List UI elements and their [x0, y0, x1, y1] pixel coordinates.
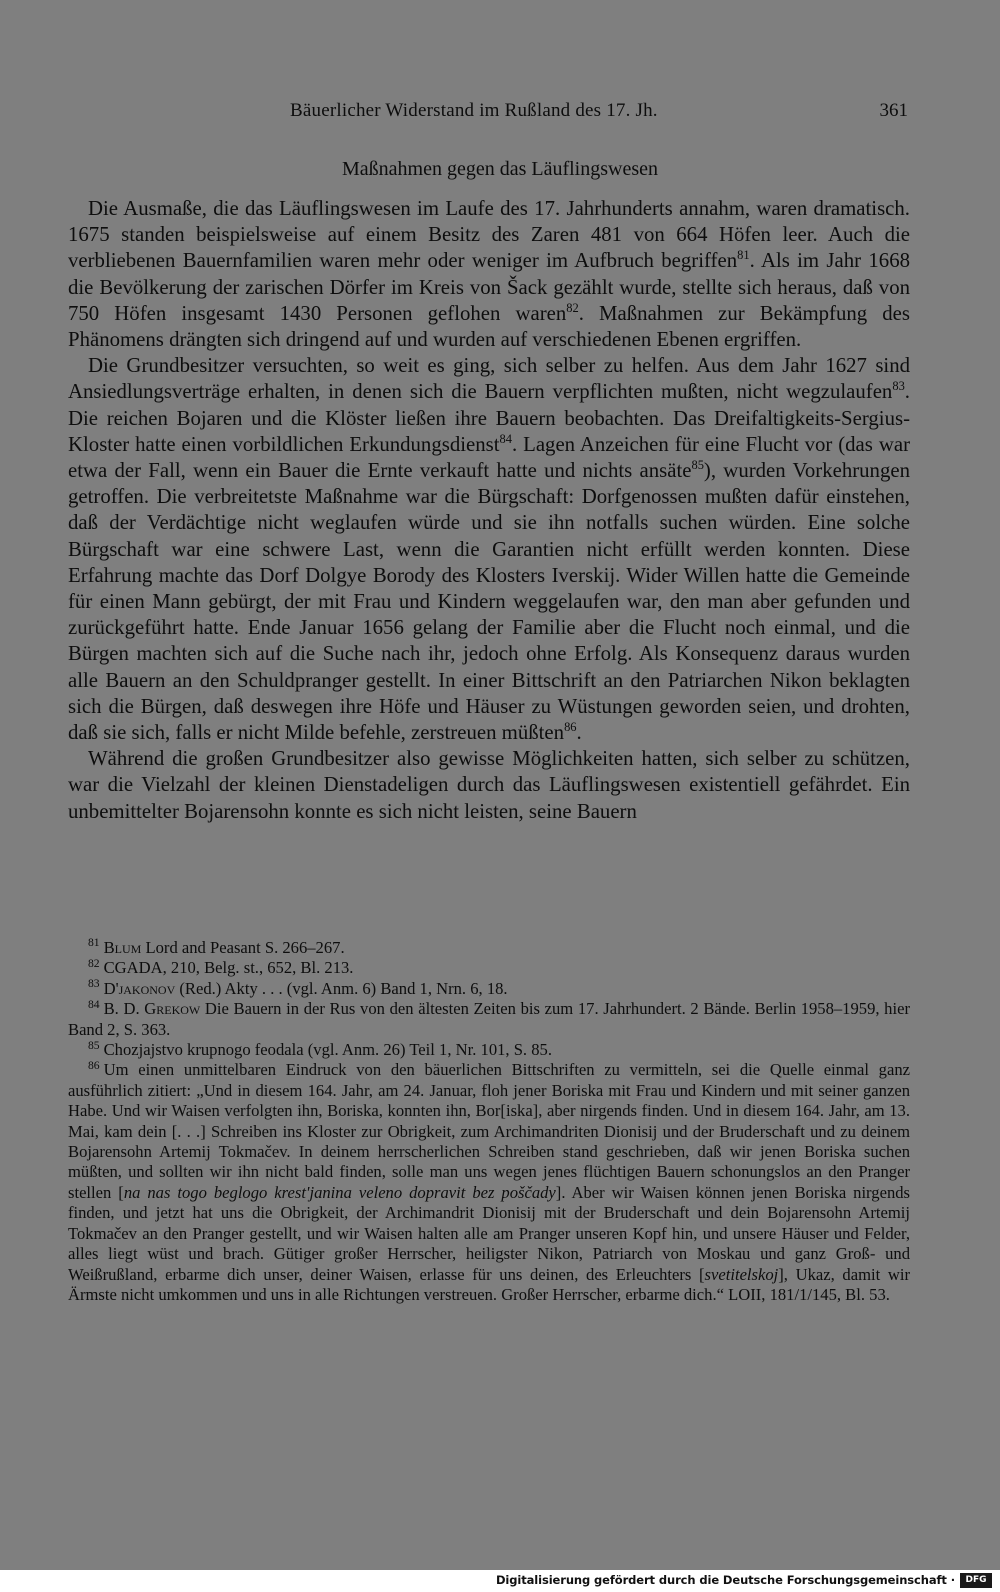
- footnote-number: 86: [88, 1058, 100, 1072]
- text-run: Die Grundbesitzer versuchten, so weit es ging, sich selber zu helfen. Aus dem Jahr 1627 sind Ansiedlungsverträge erhalten, in denen sich die Bauern verpflichten mußten, nicht wegzulaufen: [68, 354, 910, 404]
- body-text: [68, 196, 910, 825]
- footnotes: [68, 938, 910, 1305]
- footnote-reference: 83: [892, 379, 905, 394]
- text-run: Um einen unmittelbaren Eindruck von den bäuerlichen Bittschriften zu vermitteln, sei die Quelle einmal ganz ausführlich zitiert: „Und in diesem 164. Jahr, am 24. Januar, floh jener Boriska mit Frau und Kindern und mit seiner ganzen Habe. Und wir Waisen verfolgten ihn, Boriska, konnten ihn, Bor[iska], aber nirgends finden. Und in diesem 164. Jahr, am 13. Mai, kam dein [. . .] Schreiben ins Kloster zur Obrigkeit, zum Archimandriten Dionisij und der Bruderschaft und zu deinem Bojarensohn Artemij Tokmačev. In deinem herrscherlichen Schreiben stand geschrieben, daß wir jenen Boriska suchen müßten, und sollten wir ihn nicht bald finden, solle man uns wegen jenes flüchtigen Bauern schonungslos an den Pranger stellen [: [68, 1060, 910, 1202]
- text-run: Die Ausmaße, die das Läuflingswesen im Laufe des 17. Jahrhunderts annahm, waren dramatisch. 1675 standen beispielsweise auf einem Besitz des Zaren 481 von 664 Höfen leer. Auch die verbliebenen Bauernfamilien waren mehr oder weniger im Aufbruch begriffen: [68, 197, 910, 273]
- text-run: ), wurden Vorkehrungen getroffen. Die verbreitetste Maßnahme war die Bürgschaft: Dorfgenossen mußten dafür einstehen, daß der Verdächtige nicht weglaufen würde und sie ihn notfalls suchen würden. Eine solche Bürgschaft war eine schwere Last, wenn die Garantien nicht erfüllt werden konnten. Diese Erfahrung machte das Dorf Dolgye Borody des Klosters Iverskij. Wider Willen hatte die Gemeinde für einen Mann gebürgt, der mit Frau und Kindern weggelaufen war, den man aber gefunden und zurückgeführt hatte. Ende Januar 1656 gelang der Familie aber die Flucht noch einmal, und die Bürgen machten sich auf die Suche nach ihr, jedoch ohne Erfolg. Als Konsequenz daraus wurden alle Bauern an den Schuldpranger gestellt. In einer Bittschrift an den Patriarchen Nikon beklagten sich die Bürgen, daß deswegen ihre Höfe und Häuser zu Wüstungen geworden seien, und drohten, daß sie sich, falls er nicht Milde befehle, zerstreuen müßten: [68, 459, 910, 745]
- author-name: Blum: [103, 938, 142, 957]
- footnote: [68, 1040, 910, 1060]
- footnote-number: 81: [88, 936, 100, 950]
- transliteration: svetitelskoj: [704, 1264, 779, 1284]
- text-run: Chozjajstvo krupnogo feodala (vgl. Anm. 26) Teil 1, Nr. 101, S. 85.: [103, 1040, 552, 1060]
- running-header: [68, 100, 908, 128]
- section-heading: Maßnahmen gegen das Läuflingswesen: [341, 158, 658, 180]
- body-paragraph: [68, 746, 910, 825]
- text-run: . Maßnahmen zur Bekämpfung des Phänomens drängten sich dringend auf und wurden auf verschiedenen Ebenen ergriffen.: [68, 301, 910, 352]
- body-paragraph: [68, 196, 910, 353]
- footnote: [68, 958, 910, 978]
- footnote-reference: 84: [499, 431, 512, 446]
- text-run: . Lagen Anzeichen für eine Flucht vor (das war etwa der Fall, wenn ein Bauer die Ernte verkauft hatte und nichts ansäte: [68, 432, 910, 483]
- text-run: . Als im Jahr 1668 die Bevölkerung der zarischen Dörfer im Kreis von Šack gezählt wurde, stellte sich heraus, daß von 750 Höfen insgesamt 1430 Personen geflohen waren: [68, 249, 910, 325]
- footnote: [68, 938, 910, 958]
- footnote-number: 82: [88, 956, 100, 970]
- footnote: [68, 1060, 910, 1305]
- text-run: ], Ukaz, damit wir Ärmste nicht umkommen und uns in alle Richtungen verstreuen. Großer Herrscher, erbarme dich.“ LOII, 181/1/145, Bl. 53.: [68, 1264, 910, 1304]
- text-run: ]. Aber wir Waisen können jenen Boriska nirgends finden, und jetzt hat uns die Obrigkeit, der Archimandrit Dionisij mit der Bruderschaft und dein Bojarensohn Artemij Tokmačev an den Pranger gestellt, und wir Waisen halten alle am Pranger unseren Kopf hin, und unsere Häuser und Felder, alles liegt wüst und brach. Gütiger großer Herrscher, heiligster Nikon, Patriarch von Moskau und ganz Groß- und Weißrußland, erbarme dich unser, deiner Waisen, erlasse für uns deinen, des Erleuchters [: [68, 1182, 910, 1284]
- footnote: [68, 979, 910, 999]
- footnote-reference: 86: [564, 720, 577, 735]
- text-run: .: [576, 721, 582, 745]
- footer-credit: Digitalisierung gefördert durch die Deutsche Forschungsgemeinschaft ·: [495, 1573, 955, 1587]
- footnote: [68, 999, 910, 1040]
- text-run: B. D.: [103, 999, 145, 1019]
- dfg-logo: DFG: [960, 1573, 992, 1588]
- text-run: (Red.) Akty . . . (vgl. Anm. 6) Band 1, Nrn. 6, 18.: [175, 978, 508, 998]
- digitization-footer: [0, 1570, 1000, 1592]
- text-run: Während die großen Grundbesitzer also gewisse Möglichkeiten hatten, sich selber zu schützen, war die Vielzahl der kleinen Dienstadeligen durch das Läuflingswesen existentiell gefährdet. Ein unbemittelter Bojarensohn konnte es sich nicht leisten, seine Bauern: [68, 747, 910, 823]
- author-name: Grekow: [144, 999, 201, 1019]
- footnote-number: 83: [88, 977, 100, 991]
- text-run: CGADA, 210, Belg. st., 652, Bl. 213.: [103, 958, 354, 978]
- footnote-reference: 82: [566, 300, 579, 315]
- body-paragraph: [68, 353, 910, 746]
- footnote-reference: 81: [737, 248, 750, 263]
- running-title: Bäuerlicher Widerstand im Rußland des 17. Jh.: [290, 100, 658, 121]
- footnote-number: 85: [88, 1038, 100, 1052]
- text-run: Lord and Peasant S. 266–267.: [141, 938, 345, 957]
- author-name: D'jakonov: [103, 978, 176, 998]
- page-number: 361: [879, 100, 908, 121]
- text-run: . Die reichen Bojaren und die Klöster ließen ihre Bauern beobachten. Das Dreifaltigkeits-Sergius-Kloster hatte einen vorbildlichen Erkundungsdienst: [68, 380, 910, 456]
- footnote-reference: 85: [691, 458, 704, 473]
- transliteration: na nas togo beglogo krest'janina veleno dopravit bez poščady: [123, 1182, 556, 1202]
- text-run: Die Bauern in der Rus von den ältesten Zeiten bis zum 17. Jahrhundert. 2 Bände. Berlin 1958–1959, hier Band 2, S. 363.: [68, 999, 910, 1039]
- footnote-number: 84: [88, 997, 100, 1011]
